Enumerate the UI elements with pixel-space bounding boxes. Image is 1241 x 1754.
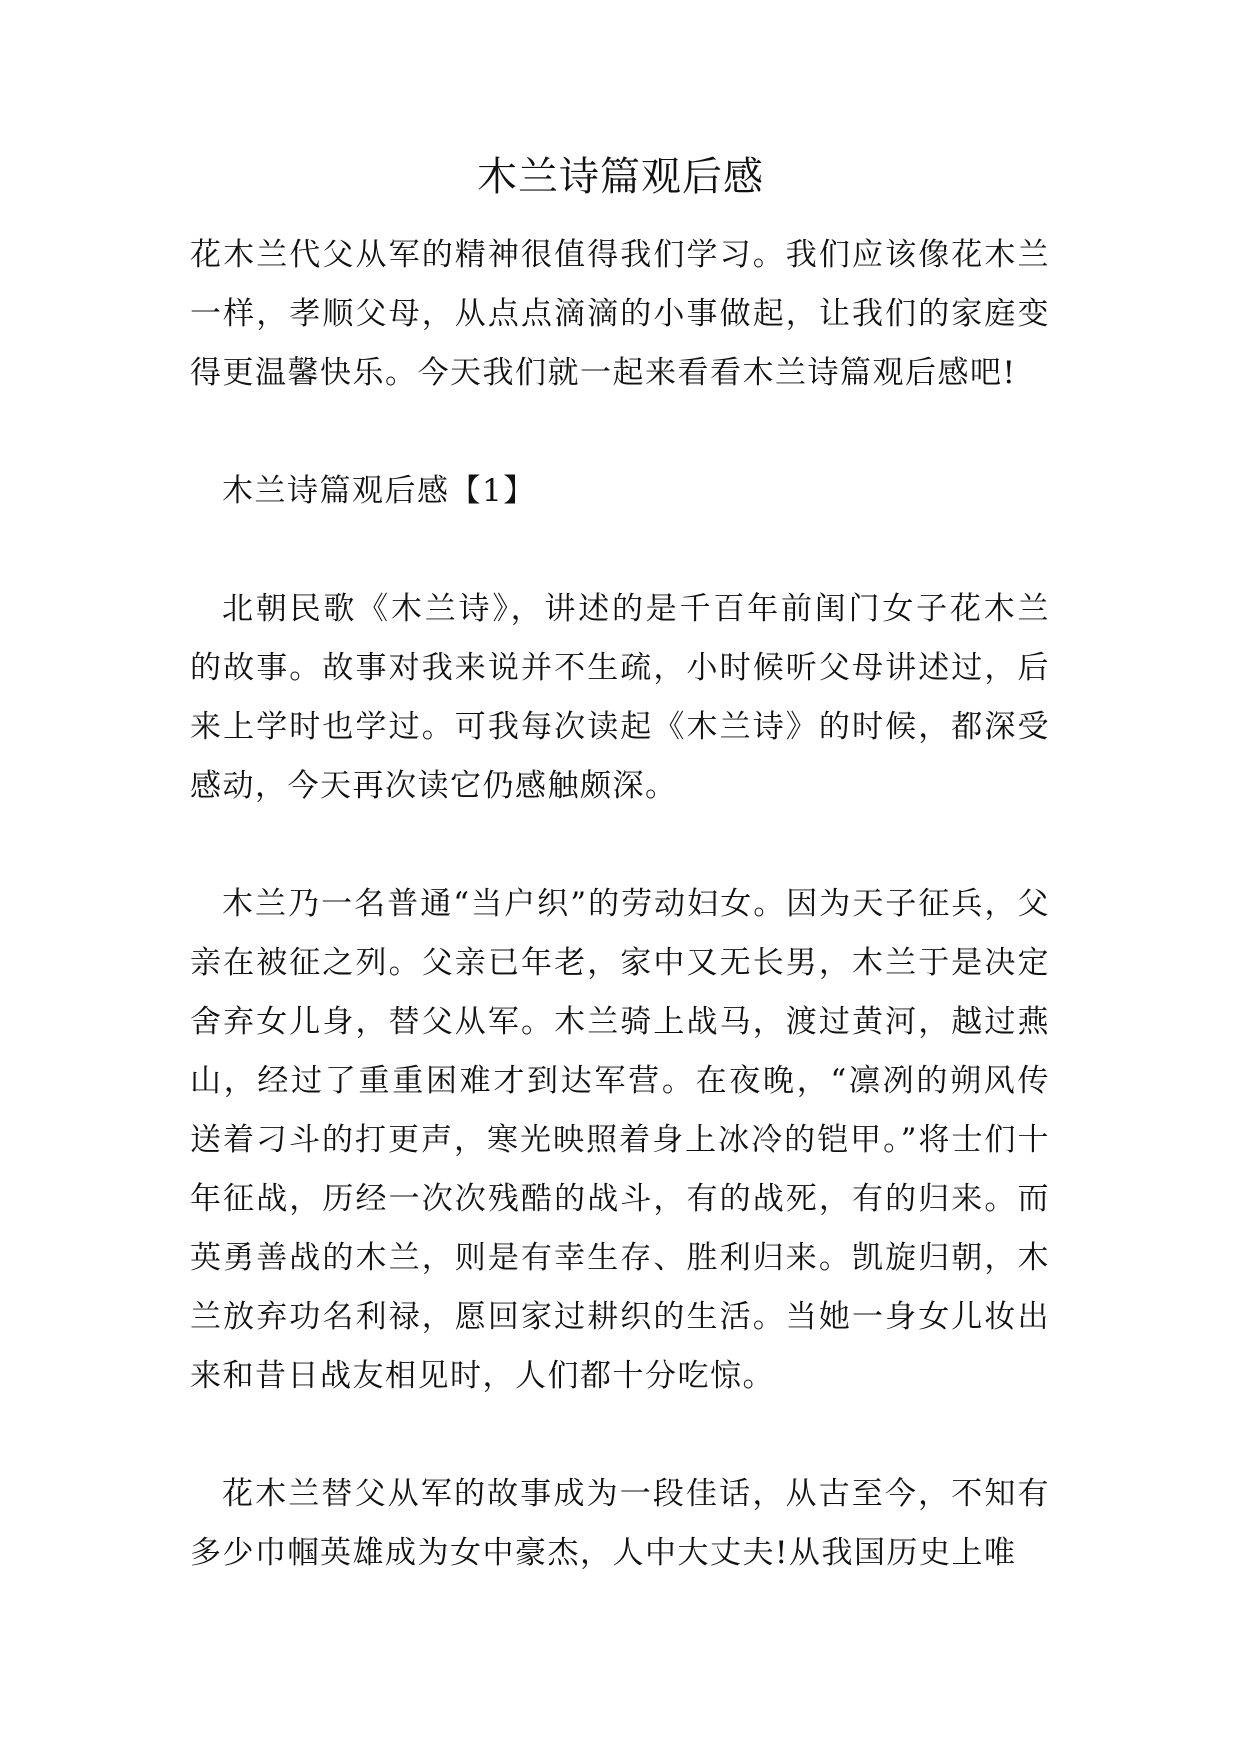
paragraph-spacer: [190, 403, 1050, 462]
document-title: 木兰诗篇观后感: [477, 154, 764, 200]
body-paragraph: 木兰乃一名普通“当户织”的劳动妇女。因为天子征兵，父亲在被征之列。父亲已年老，家中又无长男，木兰于是决定舍弃女儿身，替父从军。木兰骑上战马，渡过黄河，越过燕山，经过了重重困难才到达军营。在夜晚，“凛冽的朔风传送着刁斗的打更声，寒光映照着身上冰冷的铠甲。”将士们十年征战，历经一次次残酷的战斗，有的战死，有的归来。而英勇善战的木兰，则是有幸生存、胜利归来。凯旋归朝，木兰放弃功名利禄，愿回家过耕织的生活。当她一身女儿妆出来和昔日战友相见时，人们都十分吃惊。: [190, 886, 1050, 1394]
paragraph-spacer: [190, 1406, 1050, 1465]
body-paragraph: 北朝民歌《木兰诗》，讲述的是千百年前闺门女子花木兰的故事。故事对我来说并不生疏，小时候听父母讲述过，后来上学时也学过。可我每次读起《木兰诗》的时候，都深受感动，今天再次读它仍感触颇深。: [190, 591, 1050, 804]
document-body: [190, 226, 1050, 1583]
body-paragraph: 花木兰替父从军的故事成为一段佳话，从古至今，不知有多少巾帼英雄成为女中豪杰，人中大丈夫!从我国历史上唯: [190, 1476, 1050, 1571]
section-heading: 木兰诗篇观后感【1】: [222, 473, 536, 509]
paragraph-spacer: [190, 521, 1050, 580]
intro-paragraph: 花木兰代父从军的精神很值得我们学习。我们应该像花木兰一样，孝顺父母，从点点滴滴的小事做起，让我们的家庭变得更温馨快乐。今天我们就一起来看看木兰诗篇观后感吧!: [190, 237, 1050, 391]
paragraph-spacer: [190, 816, 1050, 875]
